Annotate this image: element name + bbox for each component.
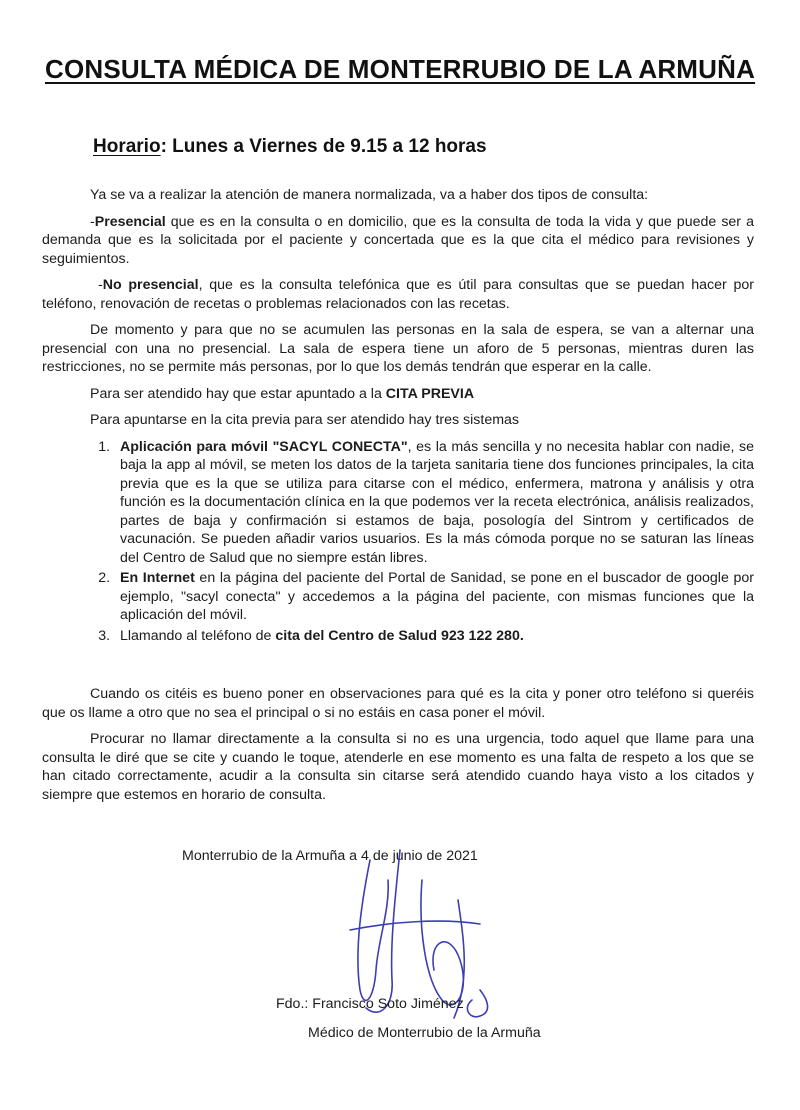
cita-previa-label: CITA PREVIA [385,385,475,402]
systems-intro-paragraph: Para apuntarse en la cita previa para ser atendido hay tres sistemas [90,412,520,428]
system-1-text: , es la más sencilla y no necesita hablar con nadie, se baja la app al móvil, se meten los datos de la tarjeta sanitaria tiene dos funciones principales, la cita previa que es la que se utiliza para citarse con el médico, enfermera, matrona y análisis y otra función es la documentación clínica en la que podemos ver la receta electrónica, análisis realizados, partes de baja y confirmación si estamos de baja, posología del Sintrom y certificados de vacunación. Se pueden añadir varios usuarios. Es la más cómoda porque no se saturan las líneas del Centro de Salud que no siempre están libres. [120,438,755,566]
list-item [114,438,754,568]
observations-paragraph: Cuando os citéis es bueno poner en observaciones para qué es la cita y poner otro teléfono si queréis que os llame a otro que no sea el principal o si no estáis en casa poner el móvil. [42,686,754,721]
schedule-text: : Lunes a Viernes de 9.15 a 12 horas [160,136,487,157]
no-presencial-text: , que es la consulta telefónica que es útil para consultas que se puedan hacer por teléfono, renovación de recetas o problemas relacionados con las recetas. [42,277,754,312]
system-3-tail: cita del Centro de Salud 923 122 280. [275,627,524,644]
system-2-text: en la página del paciente del Portal de Sanidad, se pone en el buscador de google por ejemplo, "sacyl conecta" y accedemos a la página del paciente, con mismas funciones que la aplicación del móvil. [120,570,754,623]
no-direct-calls-paragraph: Procurar no llamar directamente a la consulta si no es una urgencia, todo aquel que llame para una consulta le diré que se cite y cuando le toque, atenderle en ese momento es una falta de respeto a los que se han citado correctamente, acudir a la consulta sin citarse será atendido cuando haya visto a los citados y siempre que estemos en horario de consulta. [42,731,754,803]
intro-paragraph: Ya se va a realizar la atención de manera normalizada, va a haber dos tipos de consulta: [90,187,649,203]
system-1-lead: Aplicación para móvil "SACYL CONECTA" [120,438,408,455]
schedule-label: Horario [93,136,161,157]
document-body [42,186,754,812]
list-item [114,627,754,646]
document-title: CONSULTA MÉDICA DE MONTERRUBIO DE LA ARMUÑA [45,54,756,84]
appointment-required-text: Para ser atendido hay que estar apuntado a la [90,385,386,402]
system-2-lead: En Internet [120,570,195,586]
systems-list [42,438,754,646]
list-item [114,569,754,625]
signed-by: Fdo.: Francisco Soto Jiménez [276,996,464,1012]
signer-role: Médico de Monterrubio de la Armuña [308,1025,541,1041]
place-date: Monterrubio de la Armuña a 4 de junio de 2021 [182,848,478,864]
schedule-line [93,136,487,158]
no-presencial-paragraph: -No presencial, que es la consulta telefónica que es útil para consultas que se puedan hacer por teléfono, renovación de recetas o problemas relacionados con las recetas. [42,277,754,312]
waiting-room-paragraph: De momento y para que no se acumulen las personas en la sala de espera, se van a alternar una presencial con una no presencial. La sala de espera tiene un aforo de 5 personas, mientras duren las restricciones, no se permite más personas, por lo que los demás tendrán que esperar en la calle. [42,322,754,375]
presencial-term: Presencial [94,213,166,230]
presencial-text: que es en la consulta o en domicilio, que es la consulta de toda la vida y que puede ser a demanda que es la solicitada por el paciente y concertada que es la que cita el médico para revisiones y seguimientos. [42,213,754,267]
no-presencial-term: No presencial [102,277,199,293]
presencial-paragraph: -Presencial que es en la consulta o en domicilio, que es la consulta de toda la vida y que puede ser a demanda que es la solicitada por el paciente y concertada que es la que cita el médico para revisiones y seguimientos. [42,213,754,267]
system-3-text: Llamando al teléfono de [120,627,276,644]
appointment-required-paragraph [42,385,754,404]
